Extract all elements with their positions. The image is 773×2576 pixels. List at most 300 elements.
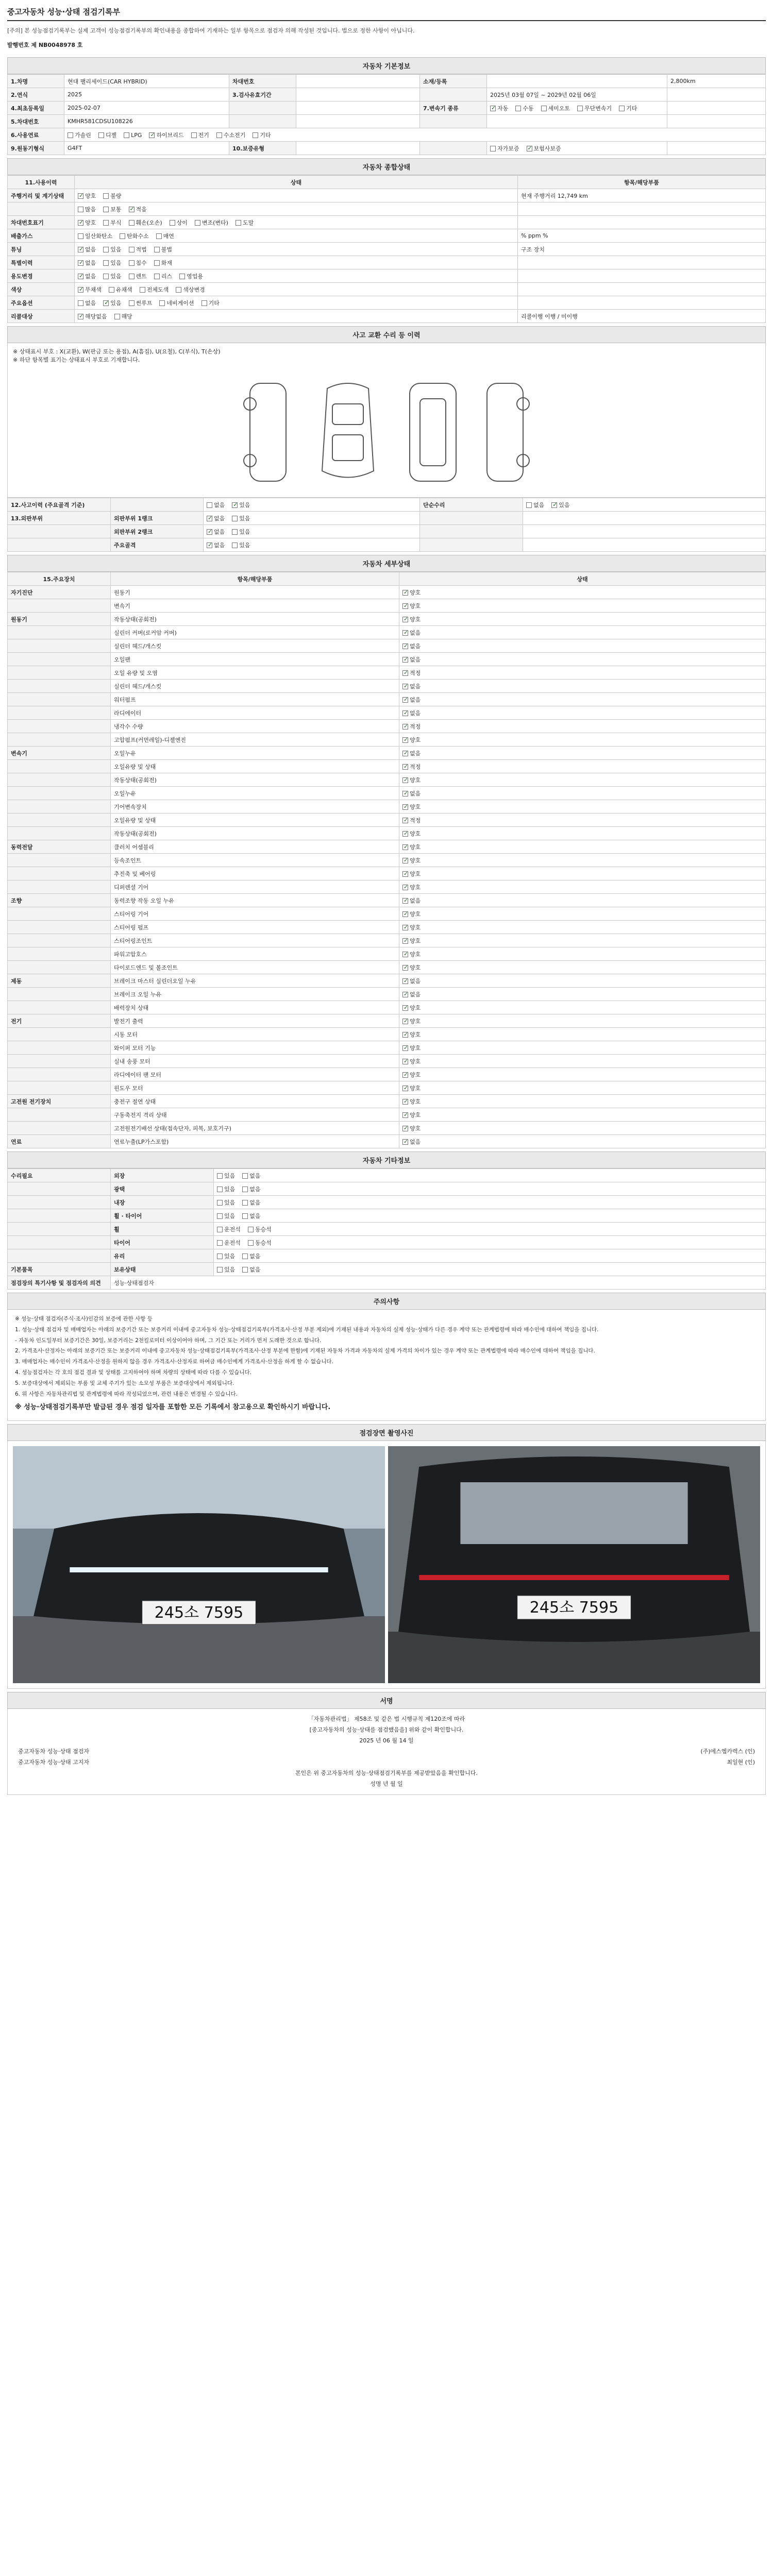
accident-options-2 — [523, 525, 766, 538]
accident-option — [207, 528, 225, 536]
option-label: 양호 — [410, 616, 421, 623]
option-label: 양호 — [410, 924, 421, 931]
detail-group — [8, 988, 111, 1001]
basic-value: 2025 — [64, 88, 229, 101]
detail-row — [8, 961, 766, 974]
checkbox-icon — [232, 543, 238, 548]
checkbox-icon — [195, 220, 200, 226]
checkbox-icon — [98, 132, 104, 138]
detail-state — [399, 1028, 766, 1041]
other-row — [8, 1182, 766, 1196]
other-option — [217, 1265, 235, 1274]
summary-header-1: 11.사용이력 — [8, 176, 75, 189]
transmission-option — [490, 104, 508, 112]
detail-group — [8, 599, 111, 613]
summary-label: 특별이력 — [8, 256, 75, 269]
serial-value: NB0048978 호 — [38, 42, 83, 48]
option-label: 훼손(오손) — [136, 219, 162, 226]
detail-row — [8, 760, 766, 773]
checkbox-icon — [68, 132, 73, 138]
option-label: 있음 — [224, 1252, 236, 1260]
option-label: 있음 — [224, 1266, 236, 1273]
option-label: 있음 — [110, 299, 122, 307]
option-label: 양호 — [410, 1044, 421, 1052]
detail-row — [8, 626, 766, 639]
option-label: 양호 — [410, 1058, 421, 1065]
detail-header-2: 항목/해당부품 — [111, 572, 399, 586]
checkbox-icon — [402, 1072, 408, 1078]
summary-row — [8, 310, 766, 323]
option-label: 많음 — [85, 206, 96, 213]
detail-group: 자기진단 — [8, 586, 111, 599]
detail-state-option — [402, 789, 421, 798]
checkbox-icon — [577, 106, 583, 111]
summary-row — [8, 256, 766, 269]
checkbox-icon — [402, 630, 408, 636]
summary-option — [176, 285, 205, 294]
basic-row — [8, 142, 766, 155]
detail-row — [8, 827, 766, 840]
basic-label-3 — [420, 115, 487, 128]
option-label: 없음 — [85, 273, 96, 280]
option-label: 수동 — [523, 105, 534, 112]
detail-item: 작동상태(공회전) — [111, 827, 399, 840]
detail-group: 제동 — [8, 974, 111, 988]
option-label: 색상변경 — [183, 286, 205, 293]
checkbox-icon — [526, 502, 532, 508]
detail-state-option — [402, 1057, 421, 1065]
checkbox-icon — [402, 844, 408, 850]
checkbox-icon — [402, 1139, 408, 1145]
detail-state — [399, 787, 766, 800]
checkbox-icon — [402, 751, 408, 756]
detail-group: 변속기 — [8, 747, 111, 760]
checkbox-icon — [129, 260, 135, 266]
summary-label: 튜닝 — [8, 243, 75, 256]
detail-group — [8, 1055, 111, 1068]
fuel-option — [68, 131, 91, 139]
option-label: 수소전기 — [223, 131, 246, 139]
accident-options — [204, 538, 420, 552]
other-item: 휠 · 타이어 — [111, 1209, 214, 1223]
detail-item: 오일누유 — [111, 747, 399, 760]
option-label: 없음 — [410, 709, 421, 717]
option-label: 유채색 — [115, 286, 132, 293]
detail-state-option — [402, 896, 421, 905]
option-label: LPG — [131, 131, 142, 139]
option-label: 기타 — [208, 299, 220, 307]
option-label: 없음 — [214, 541, 225, 549]
detail-row — [8, 1068, 766, 1081]
option-label: 무채색 — [85, 286, 102, 293]
option-label: 양호 — [85, 219, 96, 226]
basic-label-2: 3.검사유효기간 — [229, 88, 296, 101]
note-paragraph: ※ 성능·상태 점검자(주식·조사)인감의 보증에 관한 사항 등 — [15, 1316, 153, 1322]
sign-right-1: (주)에스엠카렉스 (인) — [700, 1748, 755, 1755]
checkbox-icon — [402, 737, 408, 743]
checkbox-icon — [402, 777, 408, 783]
basic-value-4 — [667, 88, 766, 101]
detail-state-option — [402, 937, 421, 945]
summary-label: 리콜대상 — [8, 310, 75, 323]
other-row — [8, 1263, 766, 1276]
detail-state — [399, 666, 766, 680]
detail-row — [8, 988, 766, 1001]
detail-item: 실내 송풍 모터 — [111, 1055, 399, 1068]
checkbox-icon — [402, 831, 408, 837]
option-label: 양호 — [410, 1031, 421, 1038]
detail-state-option — [402, 816, 421, 824]
detail-row — [8, 867, 766, 880]
detail-state — [399, 947, 766, 961]
checkbox-icon — [129, 247, 135, 252]
checkbox-icon — [402, 643, 408, 649]
checkbox-icon — [217, 1200, 223, 1206]
checkbox-icon — [402, 791, 408, 796]
detail-state-option — [402, 696, 421, 704]
basic-row — [8, 75, 766, 88]
detail-item: 변속기 — [111, 599, 399, 613]
option-label: 운전석 — [224, 1226, 241, 1233]
option-label: 양호 — [410, 1004, 421, 1011]
detail-group — [8, 800, 111, 814]
detail-header-3: 상태 — [399, 572, 766, 586]
other-options — [214, 1196, 766, 1209]
detail-item: 발전기 출력 — [111, 1014, 399, 1028]
other-item: 외장 — [111, 1169, 214, 1182]
opinion-label: 점검장의 특기사항 및 점검자의 의견 — [8, 1276, 111, 1290]
detail-group — [8, 814, 111, 827]
checkbox-icon — [527, 146, 532, 151]
checkbox-icon — [248, 1227, 254, 1232]
option-label: 불량 — [110, 192, 122, 199]
detail-item: 등속조인트 — [111, 854, 399, 867]
option-label: 없음 — [410, 991, 421, 998]
checkbox-icon — [78, 247, 83, 252]
summary-row — [8, 229, 766, 243]
accident-option — [207, 501, 225, 509]
other-group — [8, 1182, 111, 1196]
detail-item: 작동상태(공회전) — [111, 773, 399, 787]
detail-row — [8, 733, 766, 747]
basic-value: KMHR581CDSU108226 — [64, 115, 229, 128]
other-option — [242, 1172, 260, 1180]
checkbox-icon — [402, 1099, 408, 1105]
other-options — [214, 1169, 766, 1182]
detail-row — [8, 773, 766, 787]
section-photos-title: 점검장면 촬영사진 — [7, 1424, 766, 1441]
other-group — [8, 1223, 111, 1236]
detail-group — [8, 639, 111, 653]
accident-sub: 외판부위 1랭크 — [111, 512, 204, 525]
fuel-option — [98, 131, 116, 139]
detail-row — [8, 800, 766, 814]
sign-left-2: 중고자동차 성능·상태 고지자 — [18, 1758, 90, 1766]
summary-option — [236, 218, 254, 227]
checkbox-icon — [129, 274, 135, 279]
detail-item: 오일 유량 및 오염 — [111, 666, 399, 680]
detail-state-option — [402, 615, 421, 623]
basic-value-3 — [487, 75, 667, 88]
accident-row — [8, 525, 766, 538]
detail-group — [8, 666, 111, 680]
option-label: 도말 — [242, 219, 254, 226]
rear-photo — [388, 1446, 760, 1683]
other-table — [7, 1168, 766, 1290]
basic-value-3 — [487, 142, 667, 155]
car-bottom-frame — [420, 399, 446, 466]
option-label: 양호 — [410, 776, 421, 784]
basic-value-4 — [667, 115, 766, 128]
summary-option — [114, 312, 132, 320]
detail-item: 고압펌프(커먼레일)-디젤엔진 — [111, 733, 399, 747]
detail-state — [399, 1014, 766, 1028]
option-label: 양호 — [410, 843, 421, 851]
detail-row — [8, 840, 766, 854]
summary-option — [179, 272, 203, 280]
detail-row — [8, 586, 766, 599]
option-label: 기타 — [260, 131, 271, 139]
detail-item: 오일유량 및 상태 — [111, 760, 399, 773]
option-label: 세미오토 — [548, 105, 570, 112]
summary-option — [154, 259, 172, 267]
sign-block — [7, 1709, 766, 1795]
detail-state-option — [402, 977, 421, 985]
sign-line-1: 「자동차관리법」 제58조 및 같은 법 시행규칙 제120조에 따라 — [308, 1716, 465, 1723]
other-item: 유리 — [111, 1249, 214, 1263]
detail-state — [399, 626, 766, 639]
checkbox-icon — [78, 314, 83, 319]
checkbox-icon — [490, 146, 496, 151]
checkbox-icon — [129, 207, 135, 212]
detail-item: 추진축 및 베어링 — [111, 867, 399, 880]
option-label: 리스 — [161, 273, 173, 280]
checkbox-icon — [402, 818, 408, 823]
detail-group — [8, 760, 111, 773]
checkbox-icon — [619, 106, 625, 111]
summary-row — [8, 283, 766, 296]
section-summary-title: 자동차 종합상태 — [7, 158, 766, 175]
summary-option — [201, 299, 220, 307]
summary-option — [78, 259, 96, 267]
checkbox-icon — [253, 132, 258, 138]
checkbox-icon — [78, 207, 83, 212]
option-label: 없음 — [249, 1266, 261, 1273]
summary-right — [518, 296, 766, 310]
option-label: 없음 — [249, 1199, 261, 1206]
option-label: 영업용 — [187, 273, 203, 280]
detail-group — [8, 626, 111, 639]
option-label: 적정 — [410, 817, 421, 824]
summary-row — [8, 243, 766, 256]
detail-state-option — [402, 883, 421, 891]
summary-option — [195, 218, 228, 227]
note-paragraph: 3. 매매업자는 매수인이 가격조사·산정을 원하지 않을 경우 가격조사·산정자로 하여금 매수인에게 가격조사·산정을 하게 할 수 없습니다. — [15, 1359, 333, 1365]
option-label: 없음 — [214, 528, 225, 535]
checkbox-icon — [154, 247, 160, 252]
checkbox-icon — [515, 106, 521, 111]
summary-options — [75, 310, 518, 323]
checkbox-icon — [490, 106, 496, 111]
summary-option — [170, 218, 188, 227]
option-label: 없음 — [410, 656, 421, 663]
option-label: 불법 — [161, 246, 173, 253]
basic-value-2 — [296, 88, 420, 101]
option-label: 자동 — [497, 105, 509, 112]
checkbox-icon — [140, 287, 145, 293]
checkbox-icon — [402, 617, 408, 622]
other-item: 광택 — [111, 1182, 214, 1196]
detail-group: 원동기 — [8, 613, 111, 626]
accident-label-2 — [420, 512, 523, 525]
checkbox-icon — [402, 885, 408, 890]
detail-state-option — [402, 682, 421, 690]
other-group — [8, 1236, 111, 1249]
transmission-option — [619, 104, 637, 112]
detail-group — [8, 907, 111, 921]
option-label: 있음 — [224, 1199, 236, 1206]
checkbox-icon — [242, 1200, 248, 1206]
checkbox-icon — [402, 1126, 408, 1131]
basic-label-3: 7.변속기 종류 — [420, 101, 487, 115]
accident-option-2 — [551, 501, 569, 509]
detail-group — [8, 921, 111, 934]
accident-option-2 — [526, 501, 544, 509]
option-label: 있음 — [110, 273, 122, 280]
option-label: 있음 — [224, 1172, 236, 1179]
detail-state — [399, 680, 766, 693]
detail-group — [8, 680, 111, 693]
section-sign-title: 서명 — [7, 1692, 766, 1709]
car-side-right-outline — [487, 383, 523, 481]
option-label: 양호 — [410, 602, 421, 609]
detail-group — [8, 1122, 111, 1135]
detail-item: 원동기 — [111, 586, 399, 599]
basic-label-3 — [420, 142, 487, 155]
basic-value-4 — [667, 142, 766, 155]
note-paragraph: 5. 보증대상에서 제외되는 부품 및 교체 주기가 있는 소모성 부품은 보증대상에서 제외됩니다. — [15, 1380, 234, 1386]
summary-options — [75, 229, 518, 243]
detail-group — [8, 961, 111, 974]
detail-state — [399, 934, 766, 947]
detail-group: 동력전달 — [8, 840, 111, 854]
option-label: 화재 — [161, 259, 173, 266]
other-row — [8, 1196, 766, 1209]
option-label: 양호 — [410, 830, 421, 837]
detail-state — [399, 599, 766, 613]
accident-row — [8, 498, 766, 512]
detail-item: 스티어링 기어 — [111, 907, 399, 921]
detail-state — [399, 706, 766, 720]
checkbox-icon — [402, 1005, 408, 1011]
detail-item: 클러치 어셈블리 — [111, 840, 399, 854]
accident-label: 13.외판부위 — [8, 512, 111, 525]
option-label: 양호 — [410, 1111, 421, 1118]
basic-value-4 — [667, 101, 766, 115]
summary-right — [518, 216, 766, 229]
notes-warning: ※ 성능·상태점검기록부만 발급된 경우 점검 일자를 포함한 모든 기록에서 참고용으로 확인하시기 바랍니다. — [15, 1403, 331, 1412]
option-label: 없음 — [410, 790, 421, 797]
other-option — [248, 1239, 272, 1247]
checkbox-icon — [402, 965, 408, 971]
detail-row — [8, 1028, 766, 1041]
detail-group — [8, 854, 111, 867]
fuel-option — [253, 131, 271, 139]
detail-state — [399, 1108, 766, 1122]
summary-options — [75, 283, 518, 296]
option-label: 양호 — [85, 192, 96, 199]
checkbox-icon — [402, 1112, 408, 1118]
legend-line-1: ※ 상태표시 부호 : X(교환), W(판금 또는 용접), A(흠집), U(요철), C(부식), T(손상) — [13, 348, 221, 355]
summary-option — [129, 205, 147, 213]
detail-row — [8, 854, 766, 867]
section-notes-title: 주의사항 — [7, 1293, 766, 1310]
detail-group — [8, 1081, 111, 1095]
detail-group — [8, 653, 111, 666]
basic-label-3 — [420, 88, 487, 101]
detail-item: 구동축전지 격리 상태 — [111, 1108, 399, 1122]
detail-row — [8, 814, 766, 827]
checkbox-icon — [103, 220, 109, 226]
detail-item: 와이퍼 모터 기능 — [111, 1041, 399, 1055]
other-options — [214, 1249, 766, 1263]
other-option — [217, 1212, 235, 1220]
option-label: 상이 — [176, 219, 188, 226]
detail-state — [399, 586, 766, 599]
accident-options — [204, 512, 420, 525]
other-option — [242, 1265, 260, 1274]
checkbox-icon — [402, 938, 408, 944]
detail-row — [8, 1095, 766, 1108]
summary-option — [103, 245, 121, 253]
option-label: 있음 — [239, 501, 250, 509]
detail-row — [8, 680, 766, 693]
option-label: 양호 — [410, 589, 421, 596]
basic-row — [8, 128, 766, 142]
detail-state-option — [402, 856, 421, 865]
detail-item: 타이로드엔드 및 볼조인트 — [111, 961, 399, 974]
checkbox-icon — [103, 207, 109, 212]
option-label: 있음 — [224, 1185, 236, 1193]
other-option — [242, 1252, 260, 1260]
detail-group — [8, 1001, 111, 1014]
detail-item: 동력조향 작동 오일 누유 — [111, 894, 399, 907]
option-label: 일산화탄소 — [85, 232, 113, 240]
other-options — [214, 1182, 766, 1196]
doc-notice: [주의] 본 성능점검기록부는 실제 고객이 성능점검기록부의 확인내용을 종합하여 기재하는 일부 항목으로 점검자 의해 작성된 것입니다. 법으로 정한 사항이 아닙니다. — [7, 27, 415, 34]
detail-item: 라디에이터 팬 모터 — [111, 1068, 399, 1081]
summary-option — [78, 245, 96, 253]
checkbox-icon — [103, 247, 109, 252]
detail-item: 시동 모터 — [111, 1028, 399, 1041]
summary-option — [78, 192, 96, 200]
serial-number — [7, 38, 766, 54]
checkbox-icon — [402, 657, 408, 663]
other-option — [217, 1252, 235, 1260]
detail-item: 윈도우 모터 — [111, 1081, 399, 1095]
option-label: 해당 — [121, 313, 132, 320]
summary-option — [78, 272, 96, 280]
detail-row — [8, 599, 766, 613]
detail-state — [399, 854, 766, 867]
checkbox-icon — [103, 274, 109, 279]
detail-group — [8, 1041, 111, 1055]
checkbox-icon — [179, 274, 185, 279]
checkbox-icon — [402, 1059, 408, 1064]
checkbox-icon — [402, 1086, 408, 1091]
option-label: 무단변속기 — [584, 105, 612, 112]
option-label: 침수 — [136, 259, 147, 266]
